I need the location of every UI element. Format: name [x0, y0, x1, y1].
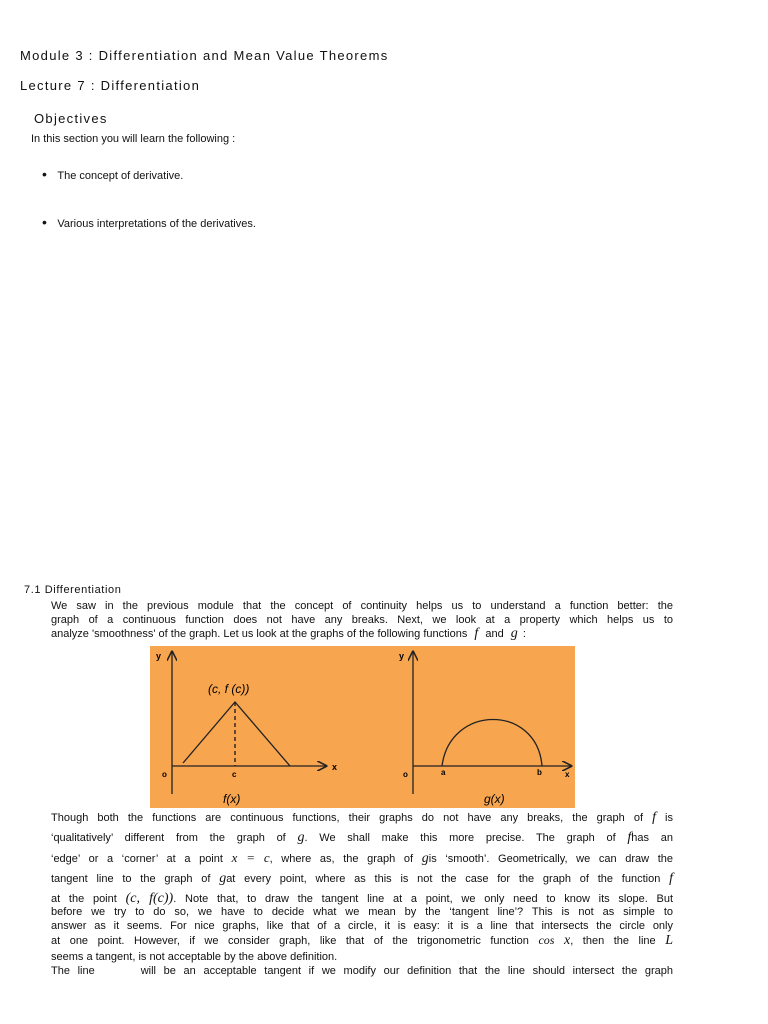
objectives-heading: Objectives [34, 111, 108, 126]
right-a-label: a [441, 768, 446, 777]
objective-item-text: Various interpretations of the derivatives. [57, 218, 256, 230]
left-c-label: c [232, 770, 237, 779]
left-point-label: (c, f (c)) [208, 682, 250, 696]
paragraph-line: before we try to do so, we have to decide what we mean by the ‘tangent line’? This is not as simple to [51, 906, 673, 918]
left-function-curve [183, 702, 290, 766]
paragraph-text: at one point. However, if we consider graph, like that of the trigonometric function [51, 935, 529, 947]
paragraph-line [51, 808, 673, 828]
right-y-label: y [399, 651, 405, 661]
paragraph-text: . We shall make this more precise. The graph of [304, 832, 616, 844]
paragraph-text: ‘qualitatively’ different from the graph of [51, 832, 286, 844]
left-y-label: y [156, 651, 162, 661]
left-caption: f(x) [223, 792, 241, 806]
paragraph-text: has an [631, 832, 673, 844]
paragraph-line [51, 848, 673, 869]
paragraph-text: ‘edge’ or a ‘corner’ at a point [51, 853, 223, 865]
right-caption: g(x) [484, 792, 505, 806]
paragraph-text: . Note that, to draw the tangent line at a point, we only need to know its slope. But [173, 893, 674, 905]
left-origin-label: o [162, 770, 167, 779]
function-graphs-figure [150, 646, 575, 808]
paragraph-text: is ‘smooth’. Geometrically, we can draw the [428, 853, 674, 865]
left-x-label: x [332, 762, 338, 772]
intro-paragraph [51, 599, 673, 641]
paragraph-line: seems a tangent, is not acceptable by the above definition. [51, 951, 338, 963]
lecture-title: Lecture 7 : Differentiation [20, 78, 201, 93]
module-title: Module 3 : Differentiation and Mean Value Theorems [20, 48, 389, 63]
math-g: g [297, 830, 305, 845]
paragraph-text: at every point, where as this is not the case for the graph of the function [226, 873, 661, 885]
objective-item-text: The concept of derivative. [57, 170, 184, 182]
paragraph-line: answer as it seems. For nice graphs, like that of a circle, it is easy: it is a line that intersects the circle only [51, 920, 673, 932]
right-b-label: b [537, 768, 542, 777]
math-g: g [219, 871, 227, 886]
paragraph-text: , where as, the graph of [269, 853, 414, 865]
paragraph-text: analyze 'smoothness' of the graph. Let us look at the graphs of the following functions [51, 628, 468, 640]
paragraph-line: graph of a continuous function does not have any breaks. Next, we look at a property which helps us to [51, 614, 673, 626]
body-paragraph-cont [51, 905, 673, 978]
math-g: g [510, 626, 518, 641]
right-x-label: x [565, 770, 570, 779]
section-heading: 7.1 Differentiation [24, 584, 122, 596]
paragraph-text: will be an acceptable tangent if we modify our definition that the line should intersect the graph [140, 965, 673, 977]
paragraph-text: The line [51, 965, 95, 977]
paragraph-text: Though both the functions are continuous functions, their graphs do not have any breaks, the graph of [51, 812, 644, 824]
math-x-equals-c: x = c [231, 850, 270, 865]
math-point: (c, f(c)) [125, 891, 174, 906]
math-f: f [669, 871, 673, 886]
list-item [42, 166, 183, 184]
math-g: g [421, 851, 429, 866]
paragraph-text: , then the line [570, 935, 656, 947]
paragraph-line: We saw in the previous module that the concept of continuity helps us to understand a function better: the [51, 600, 673, 612]
paragraph-text: is [665, 812, 673, 824]
objectives-intro: In this section you will learn the following : [31, 133, 236, 145]
math-L: L [665, 933, 673, 948]
list-item [42, 214, 256, 232]
paragraph-line [51, 869, 673, 889]
math-cos: cos [538, 933, 555, 947]
math-f: f [652, 810, 656, 825]
paragraph-text: tangent line to the graph of [51, 873, 211, 885]
math-f: f [627, 830, 632, 845]
graphs-svg [150, 646, 575, 808]
paragraph-text: at the point [51, 893, 117, 905]
paragraph-line [51, 933, 673, 948]
paragraph-line [51, 627, 673, 641]
math-x: x [563, 933, 571, 948]
body-paragraph [51, 808, 673, 909]
paragraph-text: and [485, 628, 504, 640]
bullet-icon: • [42, 214, 47, 230]
paragraph-line [51, 828, 673, 848]
paragraph-line [51, 964, 673, 978]
bullet-icon: • [42, 166, 47, 182]
right-origin-label: o [403, 770, 408, 779]
right-function-curve [442, 720, 542, 767]
math-f: f [474, 626, 479, 641]
paragraph-text: : [522, 628, 526, 640]
